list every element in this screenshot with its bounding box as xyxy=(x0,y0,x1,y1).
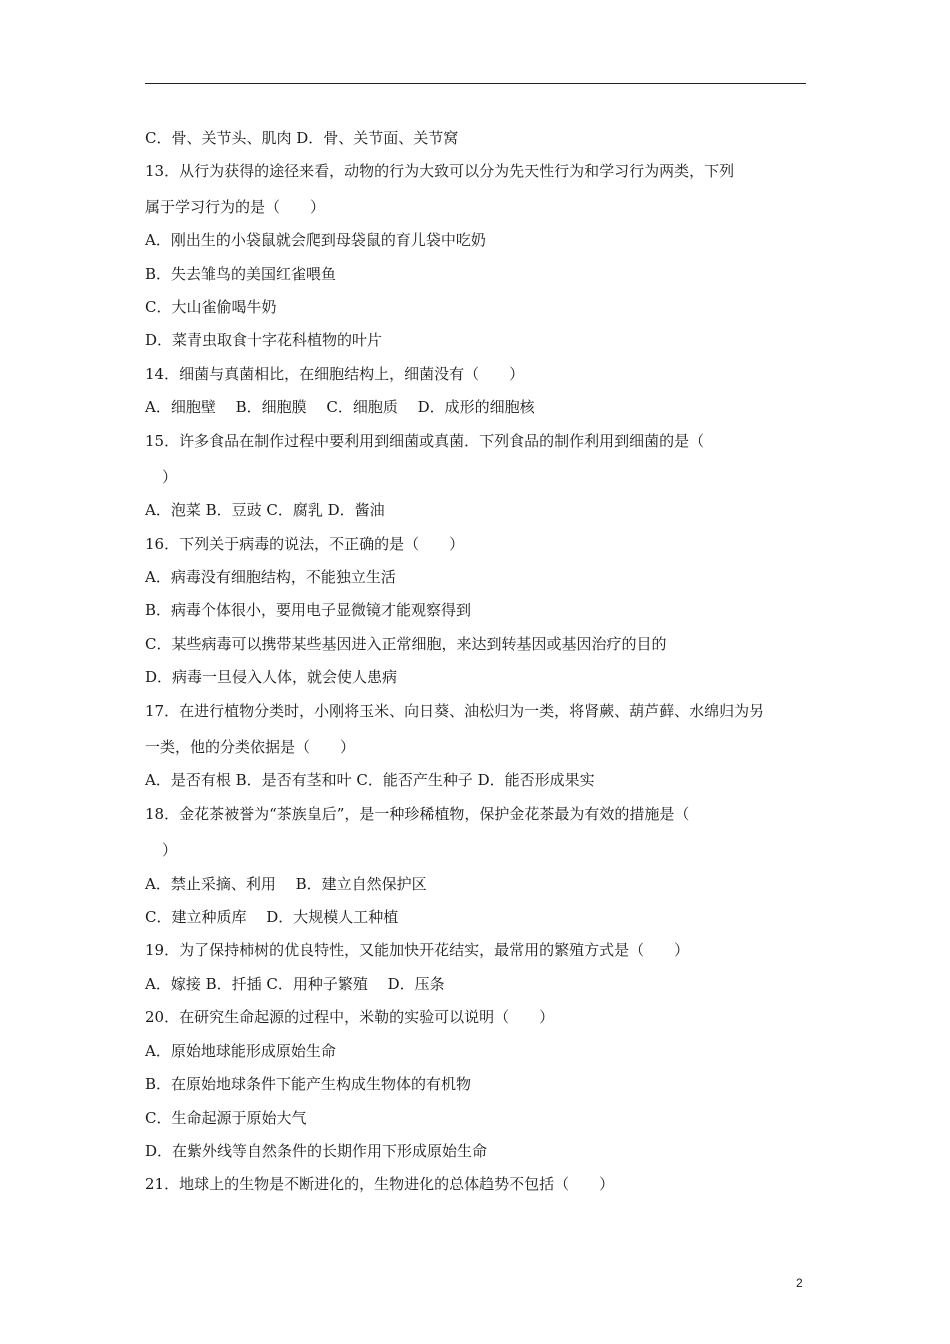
q16-stem: 16．下列关于病毒的说法，不正确的是（ ） xyxy=(145,535,465,553)
q20-stem: 20．在研究生命起源的过程中，米勒的实验可以说明（ ） xyxy=(145,1008,555,1026)
q20-option-d: D．在紫外线等自然条件的长期作用下形成原始生命 xyxy=(145,1142,488,1160)
q16-option-a: A．病毒没有细胞结构，不能独立生活 xyxy=(145,568,396,586)
q18-options-ab: A．禁止采摘、利用 B．建立自然保护区 xyxy=(145,875,427,893)
q12-option-cd: C．骨、关节头、肌肉 D．骨、关节面、关节窝 xyxy=(145,129,459,147)
q18-options-cd: C．建立种质库 D．大规模人工种植 xyxy=(145,908,399,926)
q15-stem: 15．许多食品在制作过程中要利用到细菌或真菌．下列食品的制作利用到细菌的是（ xyxy=(145,432,705,450)
q17-stem: 17．在进行植物分类时，小刚将玉米、向日葵、油松归为一类，将肾蕨、葫芦藓、水绵归为另 xyxy=(145,702,765,720)
q20-option-a: A．原始地球能形成原始生命 xyxy=(145,1042,336,1060)
q16-option-d: D．病毒一旦侵入人体，就会使人患病 xyxy=(145,668,398,686)
header-rule xyxy=(145,83,806,84)
q13-option-b: B．失去雏鸟的美国红雀喂鱼 xyxy=(145,265,337,283)
page-number: 2 xyxy=(796,1276,803,1290)
q13-option-d: D．菜青虫取食十字花科植物的叶片 xyxy=(145,331,383,349)
q15-stem-cont: ） xyxy=(162,468,178,486)
q21-stem: 21．地球上的生物是不断进化的，生物进化的总体趋势不包括（ ） xyxy=(145,1175,615,1193)
q19-stem: 19．为了保持柿树的优良特性，又能加快开花结实，最常用的繁殖方式是（ ） xyxy=(145,941,690,959)
q17-options: A．是否有根 B．是否有茎和叶 C．能否产生种子 D．能否形成果实 xyxy=(145,771,595,789)
q17-stem-cont: 一类，他的分类依据是（ ） xyxy=(145,738,356,756)
q18-stem-cont: ） xyxy=(162,841,178,859)
q15-options: A．泡菜 B．豆豉 C．腐乳 D．酱油 xyxy=(145,501,385,519)
q19-options: A．嫁接 B．扦插 C．用种子繁殖 D．压条 xyxy=(145,975,445,993)
q13-stem-cont: 属于学习行为的是（ ） xyxy=(145,198,326,216)
q13-option-c: C．大山雀偷喝牛奶 xyxy=(145,298,277,316)
q20-option-b: B．在原始地球条件下能产生构成生物体的有机物 xyxy=(145,1075,472,1093)
q13-stem: 13．从行为获得的途径来看，动物的行为大致可以分为先天性行为和学习行为两类，下列 xyxy=(145,162,735,180)
q16-option-c: C．某些病毒可以携带某些基因进入正常细胞，来达到转基因或基因治疗的目的 xyxy=(145,635,667,653)
q20-option-c: C．生命起源于原始大气 xyxy=(145,1109,307,1127)
q18-stem: 18．金花茶被誉为“茶族皇后”，是一种珍稀植物，保护金花茶最为有效的措施是（ xyxy=(145,805,690,823)
q14-stem: 14．细菌与真菌相比，在细胞结构上，细菌没有（ ） xyxy=(145,365,525,383)
q16-option-b: B．病毒个体很小，要用电子显微镜才能观察得到 xyxy=(145,601,472,619)
q13-option-a: A．刚出生的小袋鼠就会爬到母袋鼠的育儿袋中吃奶 xyxy=(145,231,486,249)
q14-options: A．细胞壁 B．细胞膜 C．细胞质 D．成形的细胞核 xyxy=(145,398,535,416)
